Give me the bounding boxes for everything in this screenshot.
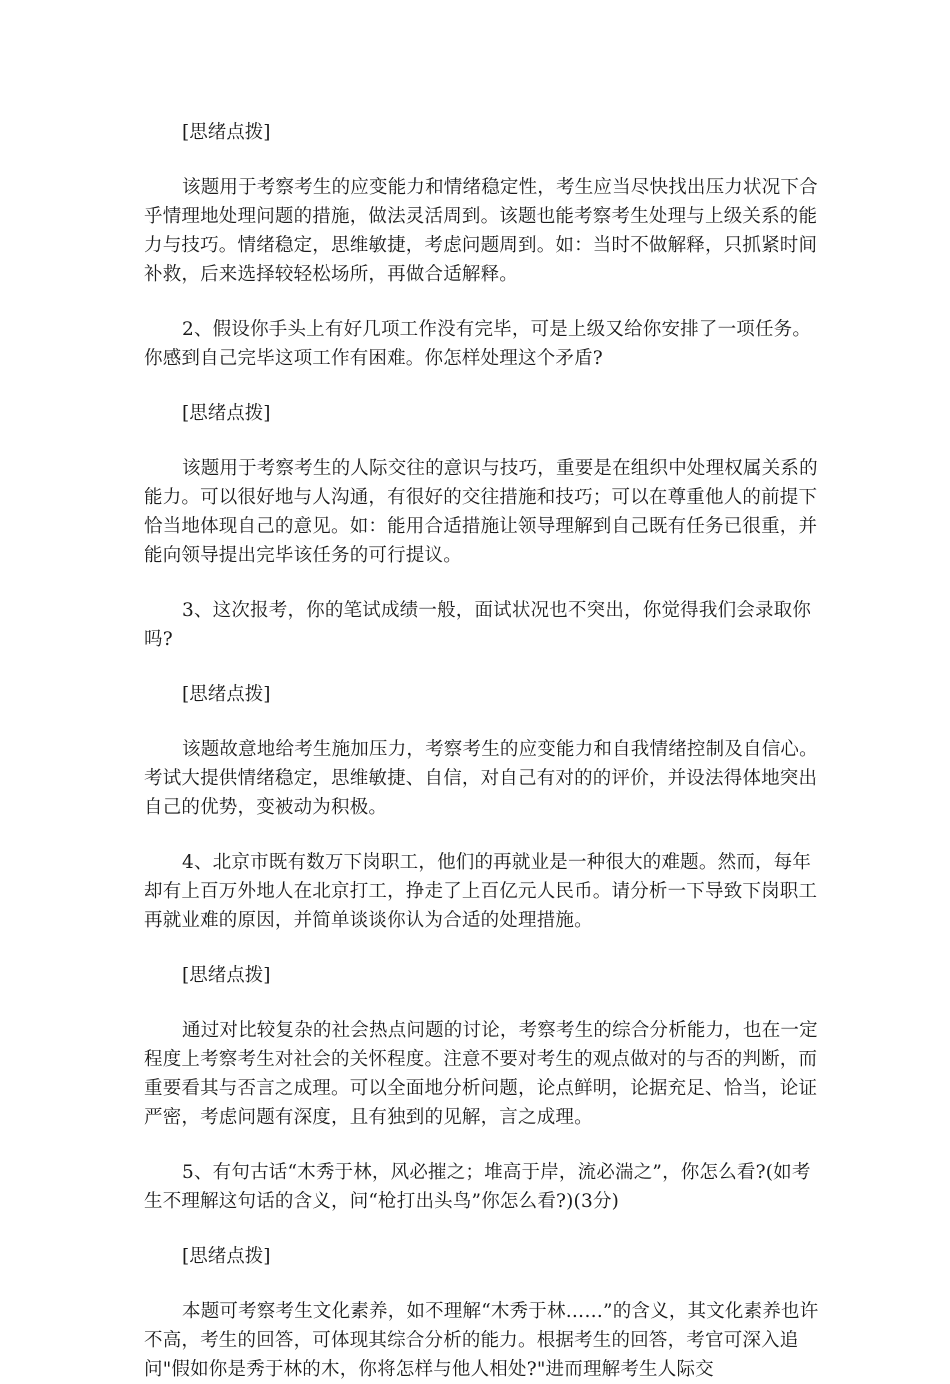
question-paragraph: 4、北京市既有数万下岗职工，他们的再就业是一种很大的难题。然而，每年却有上百万外地人在北京打工，挣走了上百亿元人民币。请分析一下导致下岗职工再就业难的原因，并简单谈谈你认为合适的处理措施。 <box>144 852 818 931</box>
hint-label: [思绪点拨] <box>182 965 271 986</box>
question-paragraph: 3、这次报考，你的笔试成绩一般，面试状况也不突出，你觉得我们会录取你吗? <box>144 600 812 650</box>
hint-label: [思绪点拨] <box>182 684 271 705</box>
hint-label: [思绪点拨] <box>182 1246 271 1267</box>
answer-paragraph: 该题用于考察考生的应变能力和情绪稳定性，考生应当尽快找出压力状况下合乎情理地处理问题的措施，做法灵活周到。该题也能考察考生处理与上级关系的能力与技巧。情绪稳定，思维敏捷，考虑问题周到。如：当时不做解释，只抓紧时间补救，后来选择较轻松场所，再做合适解释。 <box>144 177 818 285</box>
answer-paragraph: 通过对比较复杂的社会热点问题的讨论，考察考生的综合分析能力，也在一定程度上考察考生对社会的关怀程度。注意不要对考生的观点做对的与否的判断，而重要看其与否言之成理。可以全面地分析问题，论点鲜明，论据充足、恰当，论证严密，考虑问题有深度，且有独到的见解，言之成理。 <box>144 1020 818 1128</box>
question-paragraph: 2、假设你手头上有好几项工作没有完毕，可是上级又给你安排了一项任务。你感到自己完毕这项工作有困难。你怎样处理这个矛盾? <box>144 319 812 369</box>
answer-paragraph: 该题故意地给考生施加压力，考察考生的应变能力和自我情绪控制及自信心。考试大提供情绪稳定，思维敏捷、自信，对自己有对的的评价，并设法得体地突出自己的优势，变被动为积极。 <box>144 739 818 818</box>
document-page <box>144 118 824 1384</box>
answer-paragraph: 该题用于考察考生的人际交往的意识与技巧，重要是在组织中处理权属关系的能力。可以很好地与人沟通，有很好的交往措施和技巧；可以在尊重他人的前提下恰当地体现自己的意见。如：能用合适措施让领导理解到自己既有任务已很重，并能向领导提出完毕该任务的可行提议。 <box>144 458 818 566</box>
hint-label: [思绪点拨] <box>182 403 271 424</box>
hint-label: [思绪点拨] <box>182 122 271 143</box>
answer-paragraph: 本题可考察考生文化素养，如不理解“木秀于林……”的含义，其文化素养也许不高，考生的回答，可体现其综合分析的能力。根据考生的回答，考官可深入追问"假如你是秀于林的木，你将怎样与他人相处?"进而理解考生人际交 <box>144 1301 819 1380</box>
question-paragraph: 5、有句古话“木秀于林，风必摧之；堆高于岸，流必湍之”，你怎么看?(如考生不理解这句话的含义，问“枪打出头鸟”你怎么看?)(3分) <box>144 1162 811 1212</box>
